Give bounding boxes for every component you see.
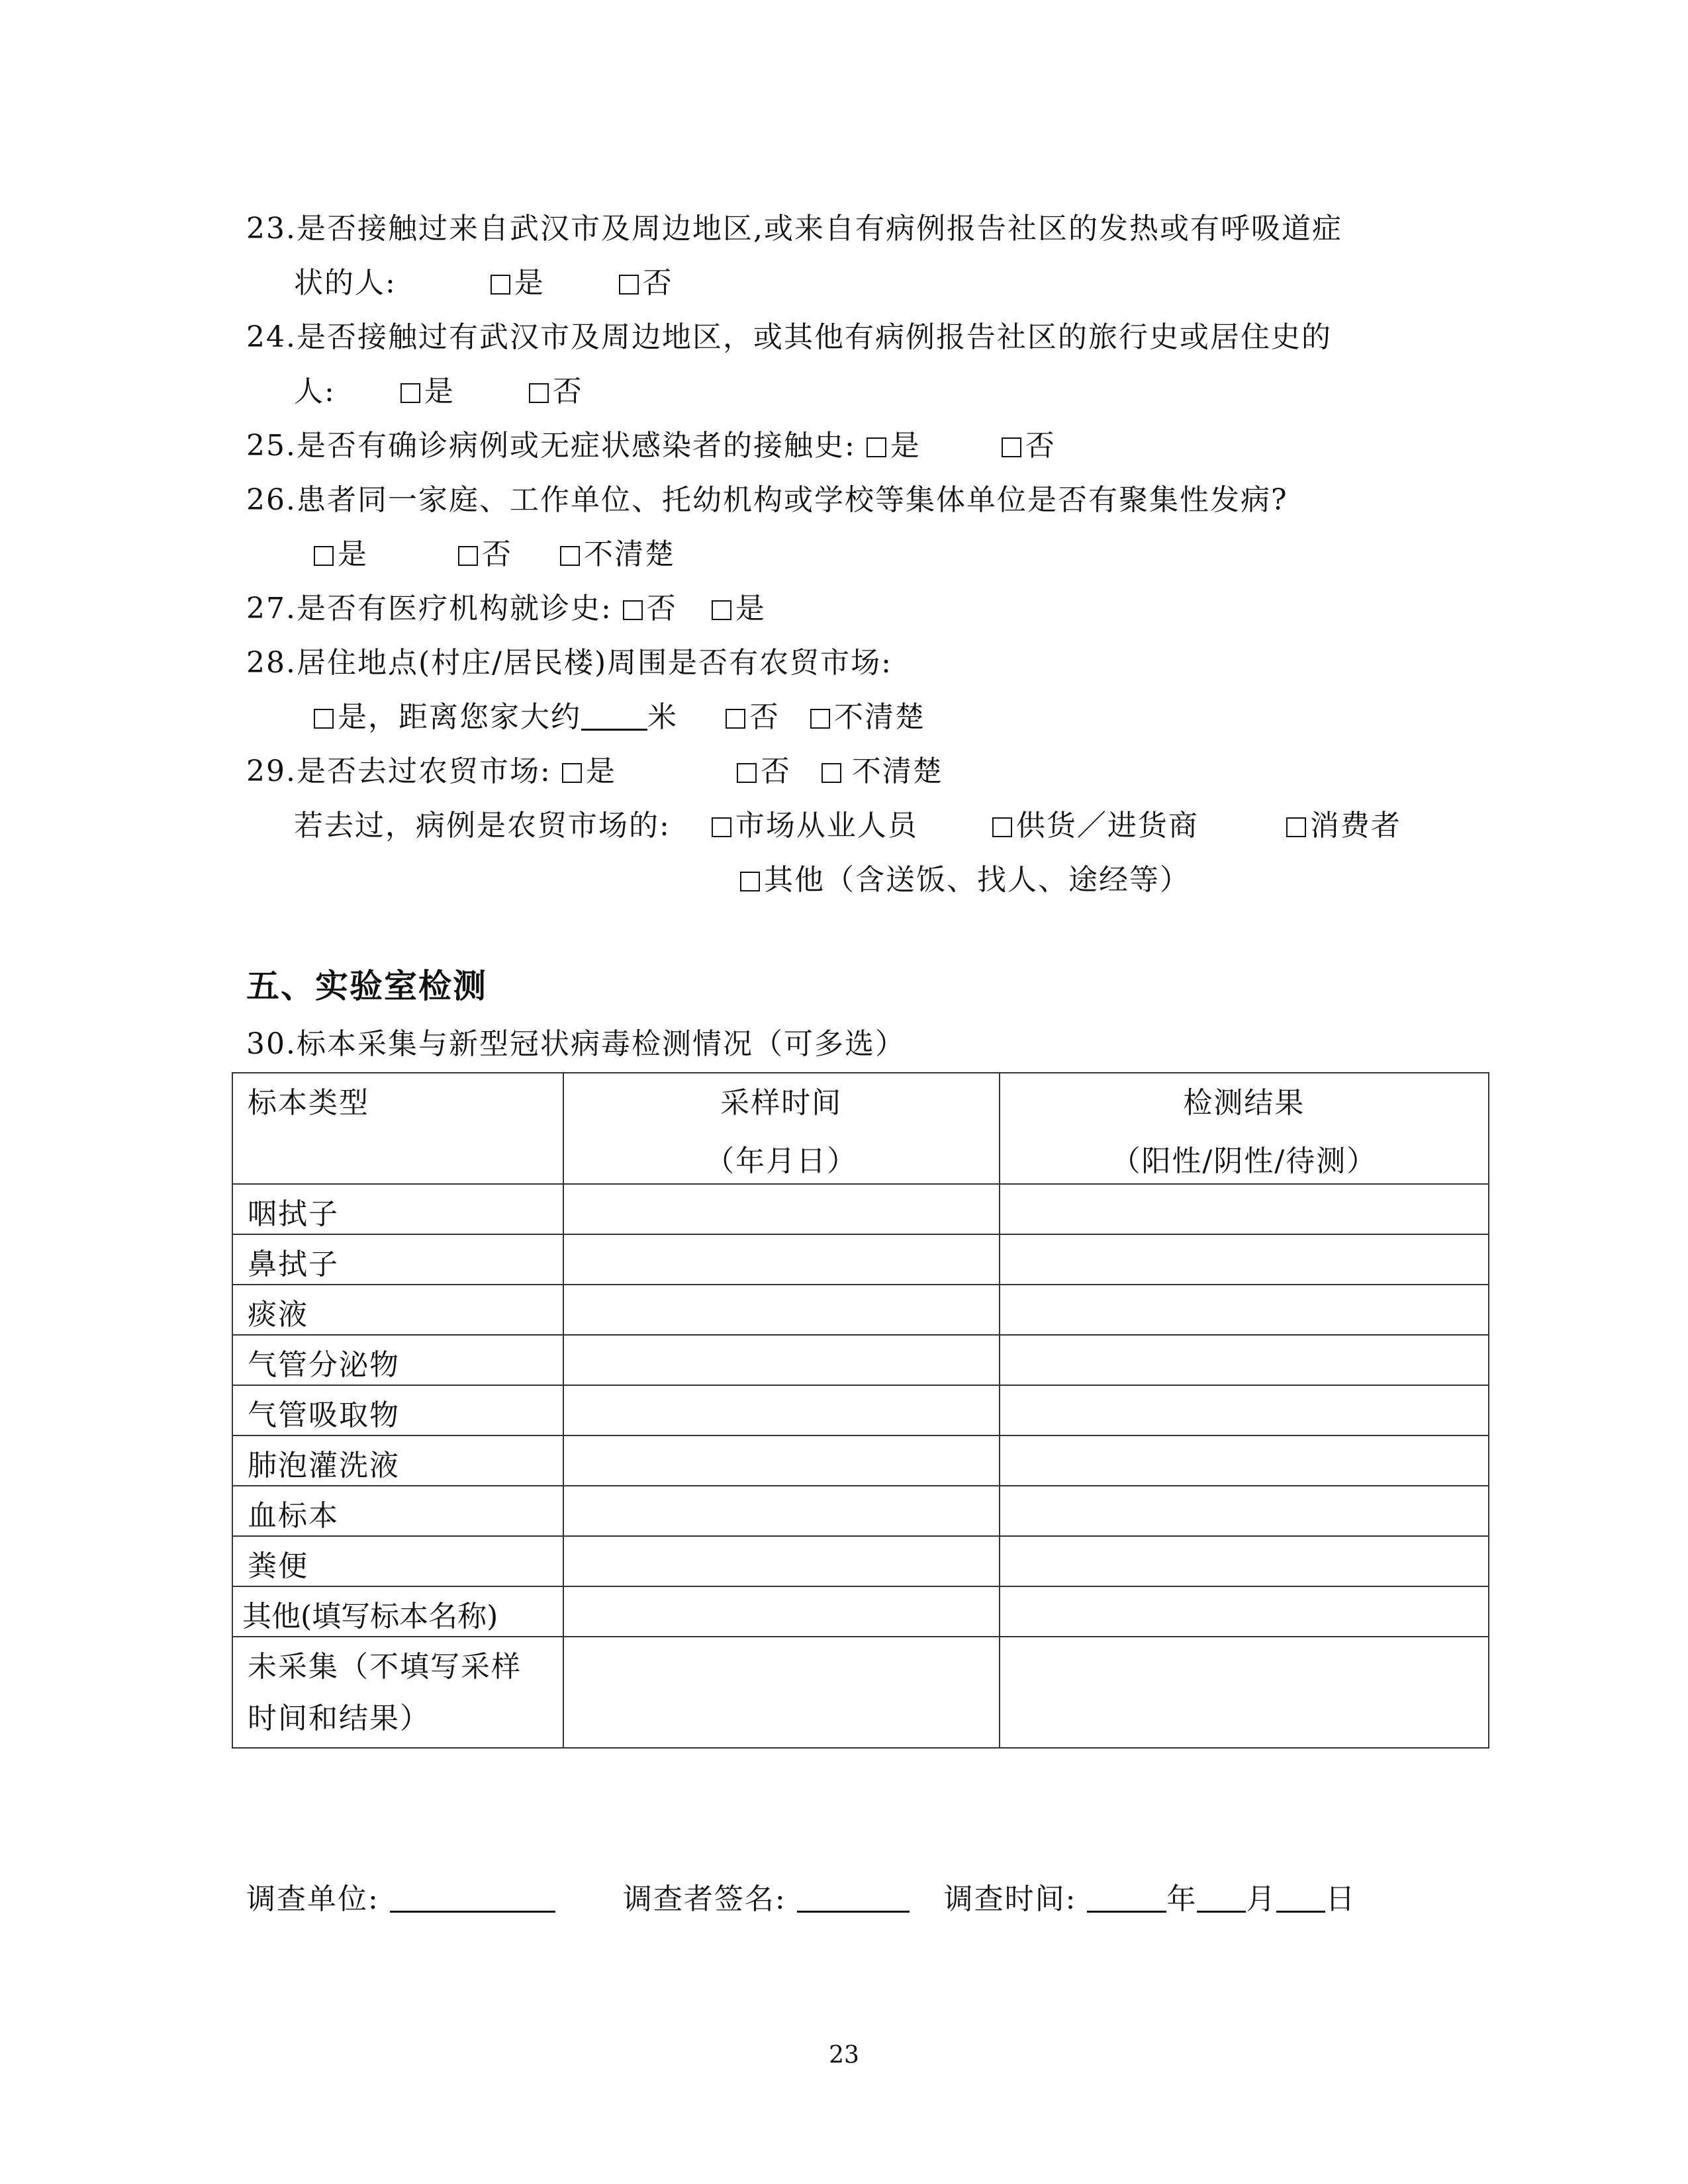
header-test-result-line1: 检测结果 xyxy=(1183,1086,1305,1120)
q27-line xyxy=(246,590,766,627)
surveyor-signature-blank[interactable] xyxy=(797,1884,910,1913)
q27-text: 27.是否有医疗机构就诊史: xyxy=(246,592,612,625)
survey-month-blank[interactable] xyxy=(1197,1884,1246,1913)
q27-yes-label: 是 xyxy=(735,592,766,625)
q23-line1 xyxy=(246,210,1342,248)
q29-text: 29.是否去过农贸市场: xyxy=(246,754,551,788)
q29-other-label: 其他（含送饭、找人、途经等） xyxy=(764,863,1190,897)
sample-time-cell[interactable] xyxy=(563,1335,1000,1385)
q24-no-label: 否 xyxy=(552,375,583,408)
q26-no-label: 否 xyxy=(482,537,512,571)
header-test-result-line2: （阳性/阴性/待测） xyxy=(1111,1144,1378,1178)
test-result-cell[interactable] xyxy=(1000,1335,1489,1385)
q29-unclear-checkbox[interactable] xyxy=(821,763,841,783)
sample-time-cell[interactable] xyxy=(563,1184,1000,1234)
q29-vendor-label: 市场从业人员 xyxy=(735,809,918,842)
q29-supplier-checkbox[interactable] xyxy=(992,817,1012,837)
header-sample-time-line2: （年月日） xyxy=(705,1144,858,1178)
q29-consumer-checkbox[interactable] xyxy=(1286,817,1306,837)
specimen-name-cell: 痰液 xyxy=(232,1285,563,1335)
q28-yes-checkbox[interactable] xyxy=(314,709,334,729)
table-row xyxy=(232,1637,1489,1748)
q24-line2 xyxy=(294,373,583,410)
q24-line1 xyxy=(246,319,1332,356)
q28-yes-label: 是，距离您家大约 xyxy=(338,700,581,734)
year-label: 年 xyxy=(1166,1882,1197,1916)
sample-time-cell[interactable] xyxy=(563,1637,1000,1748)
specimen-name-cell: 血标本 xyxy=(232,1486,563,1536)
q28-unclear-checkbox[interactable] xyxy=(810,709,830,729)
test-result-cell[interactable] xyxy=(1000,1285,1489,1335)
specimen-name-cell: 咽拭子 xyxy=(232,1184,563,1234)
section-title-text: 五、实验室检测 xyxy=(246,967,487,1005)
q29-yes-label: 是 xyxy=(585,754,616,788)
test-result-cell[interactable] xyxy=(1000,1234,1489,1285)
header-specimen-type xyxy=(232,1073,563,1184)
q27-no-label: 否 xyxy=(646,592,677,625)
q26-line2 xyxy=(314,536,675,573)
q26-unclear-checkbox[interactable] xyxy=(560,546,580,566)
q23-yes-checkbox[interactable] xyxy=(491,275,510,295)
q25-no-checkbox[interactable] xyxy=(1002,437,1021,457)
q29-other-checkbox[interactable] xyxy=(740,872,760,891)
table-row xyxy=(232,1234,1489,1285)
q29-vendor-checkbox[interactable] xyxy=(712,817,731,837)
sample-time-cell[interactable] xyxy=(563,1385,1000,1435)
q25-text: 25.是否有确诊病例或无症状感染者的接触史: xyxy=(246,429,856,463)
q23-yes-label: 是 xyxy=(514,266,545,300)
q23-line2 xyxy=(294,265,673,302)
q23-label: 状的人: xyxy=(294,266,397,300)
q28-text: 28.居住地点(村庄/居民楼)周围是否有农贸市场: xyxy=(246,646,892,680)
table-row xyxy=(232,1586,1489,1637)
surveyor-signature-label: 调查者签名: xyxy=(622,1882,786,1916)
q28-unit: 米 xyxy=(647,700,678,734)
q24-label: 人: xyxy=(294,375,336,408)
survey-unit-label: 调查单位: xyxy=(246,1882,379,1916)
specimen-name-cell: 气管分泌物 xyxy=(232,1335,563,1385)
footer-line xyxy=(246,1881,1356,1918)
table-header-row xyxy=(232,1073,1489,1184)
q26-line1 xyxy=(246,482,1288,519)
q23-no-label: 否 xyxy=(642,266,673,300)
specimen-name-cell: 鼻拭子 xyxy=(232,1234,563,1285)
table-row xyxy=(232,1536,1489,1586)
specimen-name-cell: 其他(填写标本名称) xyxy=(232,1586,563,1637)
q29-no-label: 否 xyxy=(760,754,791,788)
sample-time-cell[interactable] xyxy=(563,1435,1000,1486)
test-result-cell[interactable] xyxy=(1000,1586,1489,1637)
q24-no-checkbox[interactable] xyxy=(529,383,549,403)
q24-yes-checkbox[interactable] xyxy=(400,383,420,403)
section-title xyxy=(246,966,487,1006)
test-result-cell[interactable] xyxy=(1000,1184,1489,1234)
not-collected-line1: 未采集（不填写采样 xyxy=(248,1650,522,1684)
table-row xyxy=(232,1486,1489,1536)
header-specimen-type-text: 标本类型 xyxy=(248,1086,369,1120)
test-result-cell[interactable] xyxy=(1000,1486,1489,1536)
q28-line2 xyxy=(314,699,925,736)
q27-no-checkbox[interactable] xyxy=(623,600,643,620)
page-number: 23 xyxy=(829,2042,859,2069)
q23-no-checkbox[interactable] xyxy=(619,275,639,295)
q29-supplier-label: 供货／进货商 xyxy=(1015,809,1199,842)
q29-yes-checkbox[interactable] xyxy=(562,763,582,783)
test-result-cell[interactable] xyxy=(1000,1385,1489,1435)
sample-time-cell[interactable] xyxy=(563,1486,1000,1536)
specimen-name-cell: 肺泡灌洗液 xyxy=(232,1435,563,1486)
survey-time-label: 调查时间: xyxy=(943,1882,1077,1916)
specimen-name-cell xyxy=(232,1637,563,1748)
q24-text: 24.是否接触过有武汉市及周边地区，或其他有病例报告社区的旅行史或居住史的 xyxy=(246,320,1332,354)
table-row xyxy=(232,1385,1489,1435)
q30-line xyxy=(246,1026,906,1063)
survey-year-blank[interactable] xyxy=(1087,1884,1166,1913)
q29-line3 xyxy=(740,862,1190,899)
test-result-cell[interactable] xyxy=(1000,1637,1489,1748)
table-row xyxy=(232,1435,1489,1486)
sample-time-cell[interactable] xyxy=(563,1536,1000,1586)
q26-yes-checkbox[interactable] xyxy=(314,546,334,566)
header-sample-time-line1: 采样时间 xyxy=(720,1086,843,1120)
table-row xyxy=(232,1285,1489,1335)
header-test-result xyxy=(1000,1073,1489,1184)
q25-line xyxy=(246,428,1056,465)
q24-yes-label: 是 xyxy=(424,375,455,408)
q29-line2 xyxy=(294,807,1401,844)
q26-text: 26.患者同一家庭、工作单位、托幼机构或学校等集体单位是否有聚集性发病? xyxy=(246,483,1288,517)
not-collected-line2: 时间和结果） xyxy=(248,1702,430,1735)
q28-no-label: 否 xyxy=(749,700,780,734)
q27-yes-checkbox[interactable] xyxy=(712,600,731,620)
specimen-name-cell: 气管吸取物 xyxy=(232,1385,563,1435)
survey-day-blank[interactable] xyxy=(1276,1884,1325,1913)
q25-yes-checkbox[interactable] xyxy=(867,437,886,457)
specimen-name-cell: 粪便 xyxy=(232,1536,563,1586)
q26-yes-label: 是 xyxy=(338,537,368,571)
test-result-cell[interactable] xyxy=(1000,1435,1489,1486)
q29-consumer-label: 消费者 xyxy=(1309,809,1401,842)
q29-unclear-label: 不清楚 xyxy=(851,754,943,788)
table-row xyxy=(232,1335,1489,1385)
header-sample-time xyxy=(563,1073,1000,1184)
q28-distance-blank[interactable] xyxy=(581,702,647,731)
q25-no-label: 否 xyxy=(1025,429,1056,463)
day-label: 日 xyxy=(1325,1882,1356,1916)
q30-text: 30.标本采集与新型冠状病毒检测情况（可多选） xyxy=(246,1027,906,1061)
table-row xyxy=(232,1184,1489,1234)
test-result-cell[interactable] xyxy=(1000,1536,1489,1586)
survey-unit-blank[interactable] xyxy=(390,1884,555,1913)
sample-time-cell[interactable] xyxy=(563,1234,1000,1285)
q28-unclear-label: 不清楚 xyxy=(834,700,925,734)
q28-no-checkbox[interactable] xyxy=(726,709,745,729)
q29-line1 xyxy=(246,753,943,790)
month-label: 月 xyxy=(1246,1882,1277,1916)
q29-followup-text: 若去过，病例是农贸市场的: xyxy=(294,809,671,842)
q28-line1 xyxy=(246,645,892,682)
q25-yes-label: 是 xyxy=(890,429,921,463)
specimen-table xyxy=(232,1072,1489,1749)
q23-text: 23.是否接触过来自武汉市及周边地区,或来自有病例报告社区的发热或有呼吸道症 xyxy=(246,212,1342,246)
sample-time-cell[interactable] xyxy=(563,1586,1000,1637)
q26-no-checkbox[interactable] xyxy=(458,546,478,566)
q29-no-checkbox[interactable] xyxy=(737,763,757,783)
q26-unclear-label: 不清楚 xyxy=(584,537,675,571)
sample-time-cell[interactable] xyxy=(563,1285,1000,1335)
